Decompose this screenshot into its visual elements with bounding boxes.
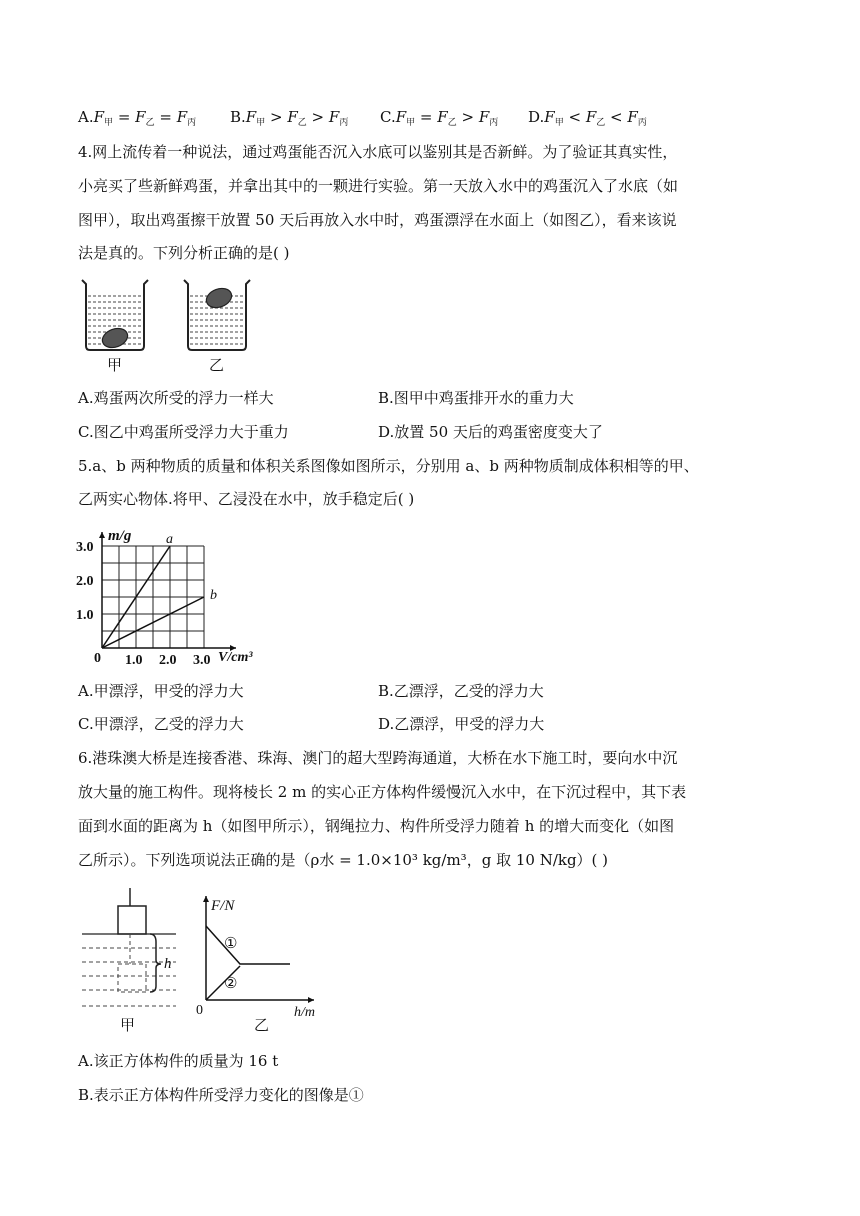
- q5-option-d: D.乙漂浮，甲受的浮力大: [378, 715, 545, 733]
- figure-jia-cube-sinking: [82, 888, 176, 1034]
- q6-option-a: A.该正方体构件的质量为 16 t: [78, 1052, 279, 1070]
- chart-origin-label: 0: [94, 651, 101, 666]
- q4-text-line: 图甲），取出鸡蛋擦干放置 50 天后再放入水中时，鸡蛋漂浮在水面上（如图乙），看来该说: [78, 211, 677, 229]
- q6-option-b: B.表示正方体构件所受浮力变化的图像是①: [78, 1086, 364, 1104]
- figure-label-yi: 乙: [254, 1018, 270, 1034]
- q5-text-line: 乙两实心物体.将甲、乙浸没在水中，放手稳定后( ): [78, 490, 415, 508]
- figure-label-jia: 甲: [120, 1018, 136, 1034]
- series-label-b: b: [210, 588, 217, 603]
- egg-sunk: [100, 325, 131, 351]
- q3-option-c: $C.F_甲 = F_乙 > F_丙$: [380, 108, 499, 128]
- q4-egg-beakers-figure: [78, 276, 258, 376]
- chart-y-axis-label: m/g: [108, 528, 132, 544]
- beaker-jia: [82, 280, 148, 351]
- graph-x-label: h/m: [294, 1005, 315, 1020]
- y-tick-label: 2.0: [76, 574, 94, 589]
- q3-option-d: $D.F_甲 < F_乙 < F_丙$: [528, 108, 647, 128]
- figure-label-jia: 甲: [107, 358, 123, 374]
- q6-text-line: 6.港珠澳大桥是连接香港、珠海、澳门的超大型跨海通道，大桥在水下施工时，要向水中沉: [78, 749, 678, 767]
- figure-h-label: h: [164, 956, 172, 972]
- curve-label-1: ①: [224, 936, 238, 952]
- x-tick-label: 2.0: [159, 653, 177, 668]
- q5-option-a: A.甲漂浮，甲受的浮力大: [78, 682, 244, 700]
- series-label-a: a: [166, 532, 173, 547]
- q4-option-a: A.鸡蛋两次所受的浮力一样大: [78, 389, 274, 407]
- q6-text-line: 面到水面的距离为 h（如图甲所示），钢绳拉力、构件所受浮力随着 h 的增大而变化（如图: [78, 817, 675, 835]
- q4-text-line: 法是真的。下列分析正确的是( ): [78, 244, 290, 262]
- y-tick-label: 3.0: [76, 540, 94, 555]
- mass-volume-chart: [76, 522, 266, 670]
- q6-bridge-figure: [78, 886, 338, 1034]
- graph-y-label: F/N: [211, 898, 235, 914]
- q6-text-line: 乙所示）。下列选项说法正确的是（ρ水 = 1.0×10³ kg/m³，g 取 10 N/kg）( ): [78, 851, 609, 869]
- q4-text-line: 4.网上流传着一种说法，通过鸡蛋能否沉入水底可以鉴别其是否新鲜。为了验证其真实性，: [78, 143, 678, 161]
- graph-origin-label: 0: [196, 1003, 203, 1018]
- q4-option-b: B.图甲中鸡蛋排开水的重力大: [378, 389, 574, 407]
- x-tick-label: 1.0: [125, 653, 143, 668]
- q6-text-line: 放大量的施工构件。现将棱长 2 m 的实心正方体构件缓慢沉入水中，在下沉过程中，其下表: [78, 783, 687, 801]
- q4-option-d: D.放置 50 天后的鸡蛋密度变大了: [378, 423, 603, 441]
- chart-grid: [102, 546, 204, 648]
- q5-option-b: B.乙漂浮，乙受的浮力大: [378, 682, 544, 700]
- q4-option-c: C.图乙中鸡蛋所受浮力大于重力: [78, 423, 289, 441]
- q4-text-line: 小亮买了些新鲜鸡蛋，并拿出其中的一颗进行实验。第一天放入水中的鸡蛋沉入了水底（如: [78, 177, 679, 195]
- figure-yi-force-graph: [196, 896, 315, 1034]
- q3-option-a: $A.F_甲 = F_乙 = F_丙$: [78, 108, 197, 128]
- q5-option-c: C.甲漂浮，乙受的浮力大: [78, 715, 244, 733]
- y-tick-label: 1.0: [76, 608, 94, 623]
- x-tick-label: 3.0: [193, 653, 211, 668]
- curve-label-2: ②: [224, 976, 238, 992]
- q3-option-b: $B.F_甲 > F_乙 > F_丙$: [230, 108, 349, 128]
- q5-text-line: 5.a、b 两种物质的质量和体积关系图像如图所示，分别用 a、b 两种物质制成体积相等的甲、: [78, 457, 699, 475]
- curve-1-tension: [206, 926, 290, 964]
- chart-x-axis-label: V/cm³: [218, 650, 253, 665]
- beaker-yi: [184, 280, 250, 350]
- figure-label-yi: 乙: [209, 358, 225, 374]
- egg-floating: [204, 285, 235, 311]
